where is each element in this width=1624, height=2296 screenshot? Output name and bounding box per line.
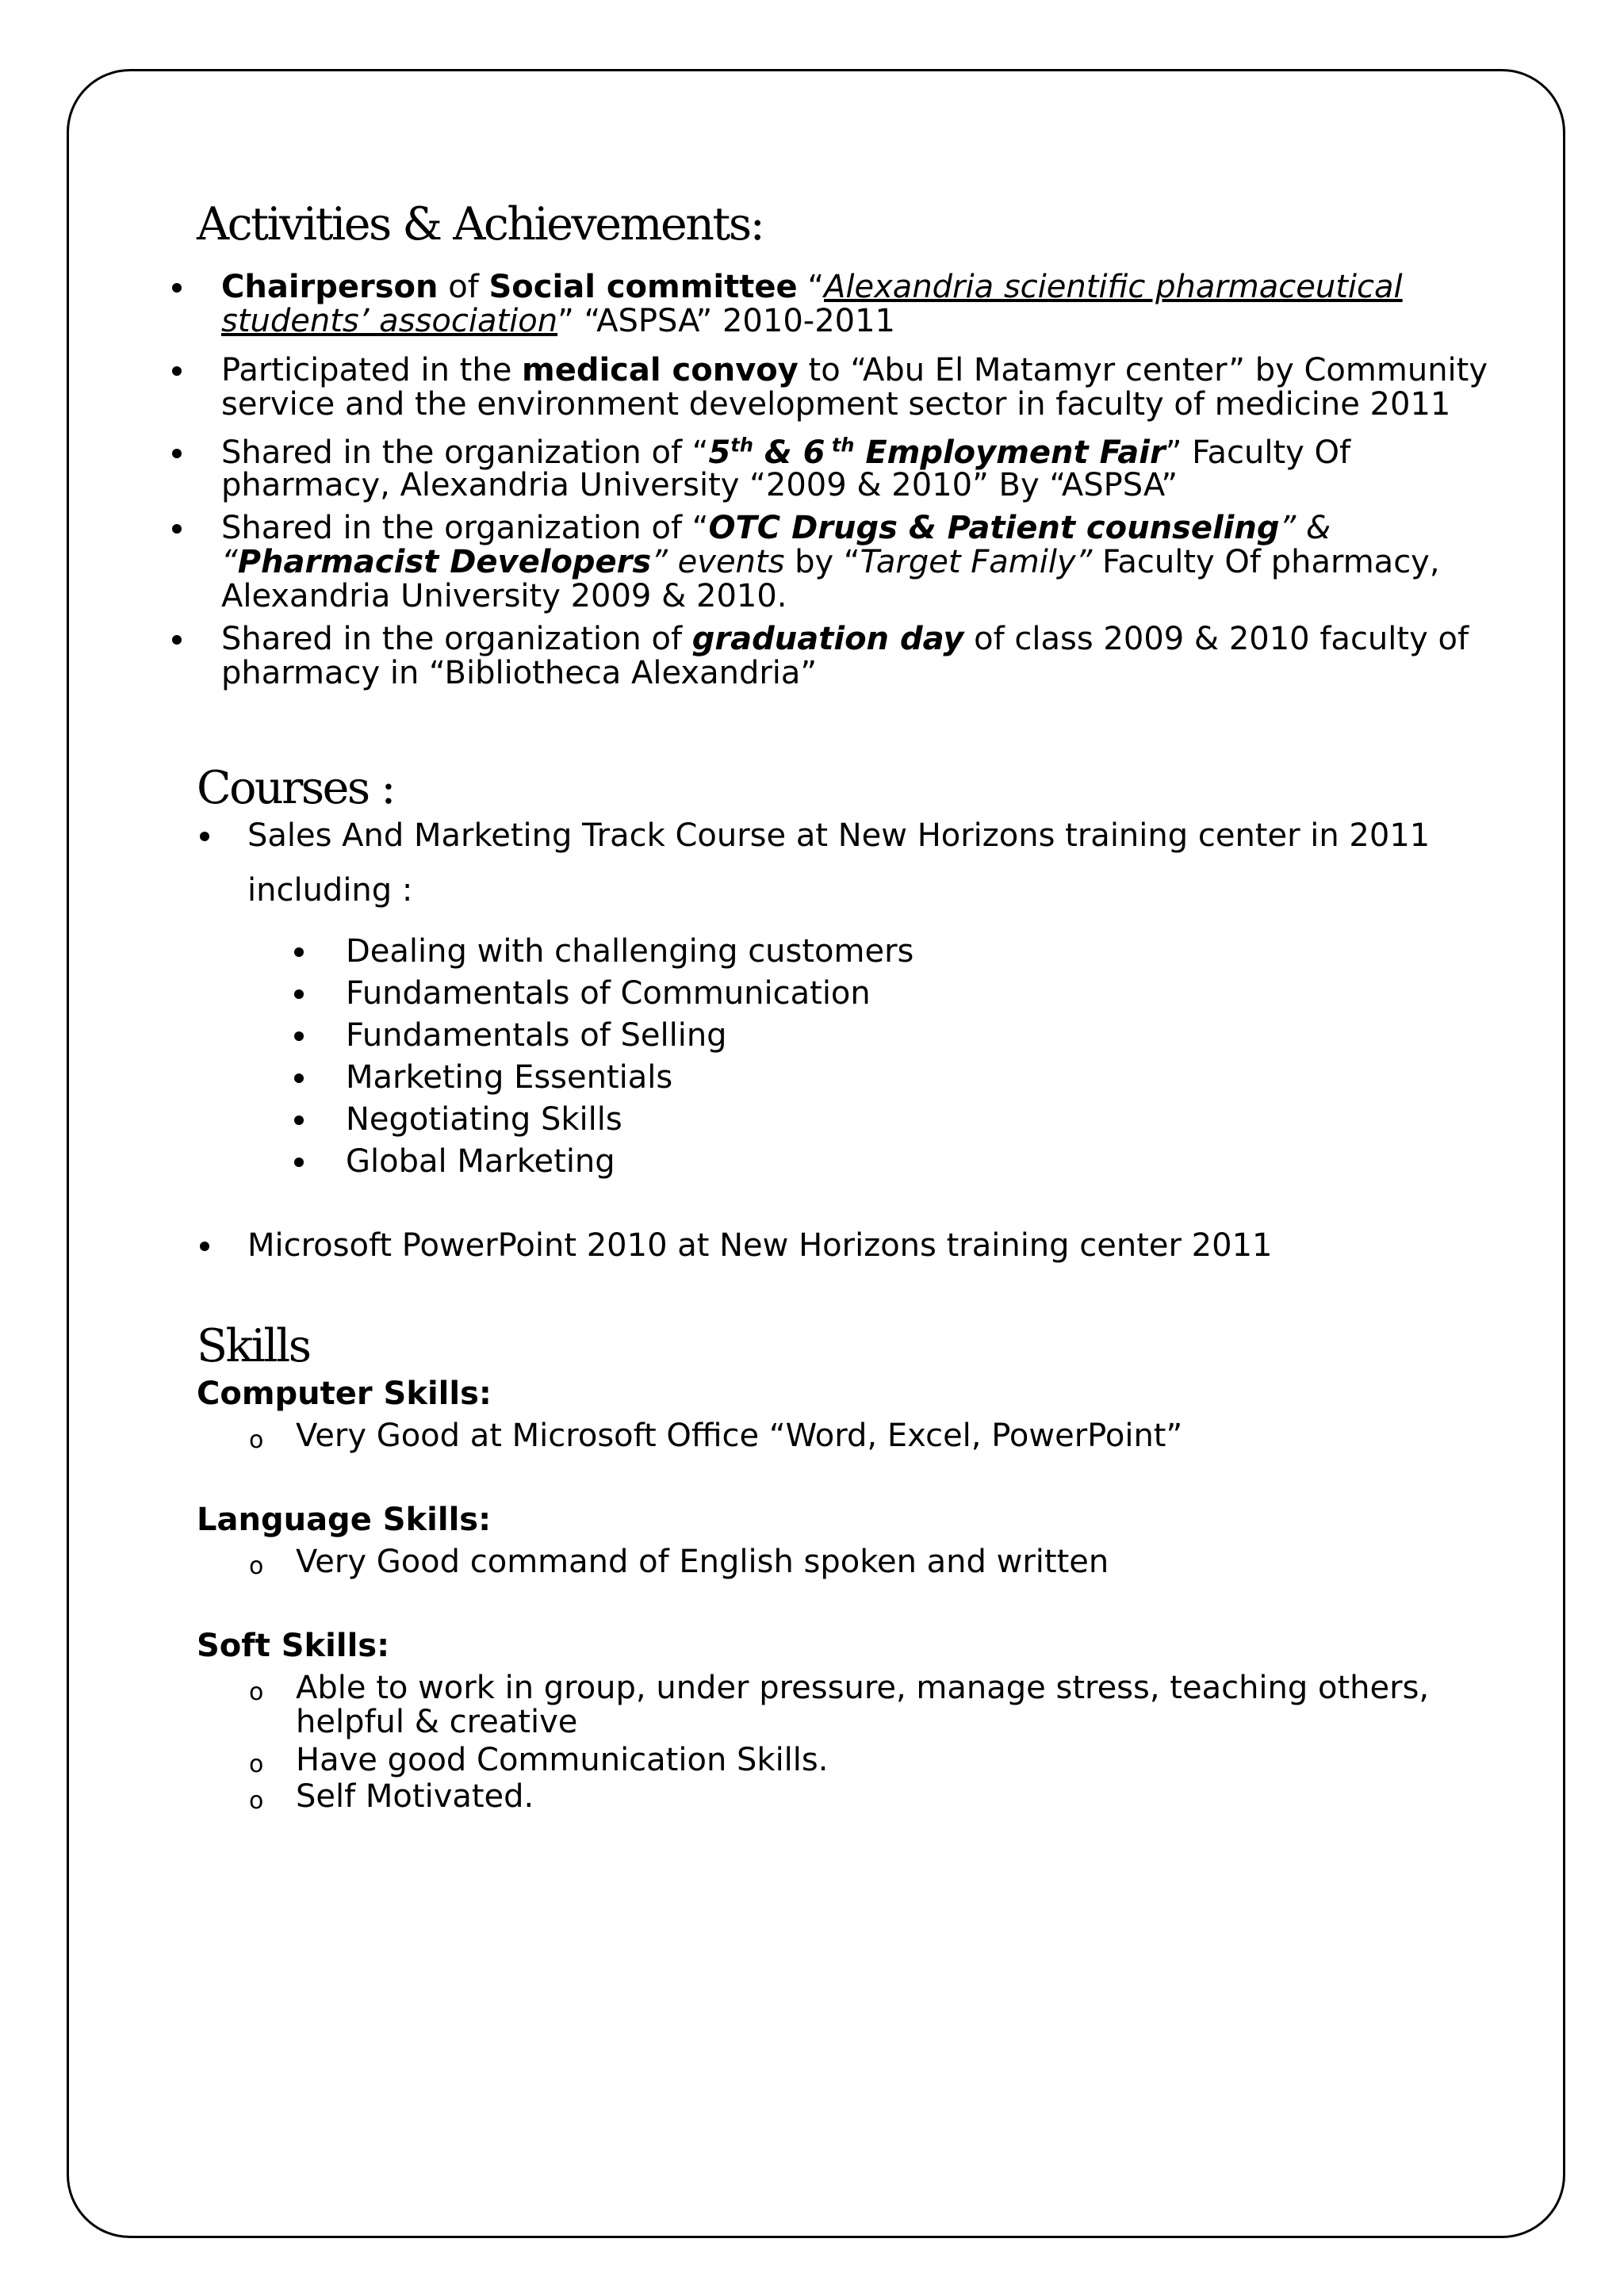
circle-bullet: o: [249, 1678, 264, 1706]
course-item-1-line-2: including :: [247, 872, 413, 909]
bullet: [294, 1031, 304, 1041]
bullet: [294, 1115, 304, 1125]
activity-item-2-line-2: service and the environment development sector in faculty of medicine 2011: [221, 386, 1451, 423]
activity-item-4-line-2: “Pharmacist Developers” events by “Target Family” Faculty Of pharmacy,: [221, 544, 1440, 580]
bullet: [294, 1158, 304, 1167]
activity-item-4-line-1: Shared in the organization of “OTC Drugs & Patient counseling” &: [221, 510, 1331, 546]
course-sub-item: Marketing Essentials: [346, 1059, 673, 1096]
course-item-2: Microsoft PowerPoint 2010 at New Horizons training center 2011: [247, 1227, 1273, 1264]
course-sub-item: Negotiating Skills: [346, 1101, 622, 1138]
bullet: [172, 366, 182, 376]
bullet: [200, 832, 209, 841]
circle-bullet: o: [249, 1426, 264, 1454]
language-skills-title: Language Skills:: [197, 1502, 492, 1538]
bullet: [294, 1073, 304, 1083]
soft-skill-item-1-line-2: helpful & creative: [296, 1704, 578, 1740]
soft-skills-title: Soft Skills:: [197, 1628, 390, 1664]
bullet: [172, 449, 182, 458]
activity-item-4-line-3: Alexandria University 2009 & 2010.: [221, 578, 787, 614]
language-skill-item: Very Good command of English spoken and written: [296, 1544, 1109, 1580]
soft-skill-item-3: Self Motivated.: [296, 1778, 534, 1815]
activity-item-3-line-2: pharmacy, Alexandria University “2009 & 2010” By “ASPSA”: [221, 467, 1178, 503]
bullet: [294, 947, 304, 957]
course-sub-item: Global Marketing: [346, 1143, 615, 1180]
soft-skill-item-1-line-1: Able to work in group, under pressure, manage stress, teaching others,: [296, 1670, 1430, 1706]
computer-skills-title: Computer Skills:: [197, 1376, 492, 1412]
computer-skill-item: Very Good at Microsoft Office “Word, Excel, PowerPoint”: [296, 1418, 1183, 1454]
soft-skill-item-2: Have good Communication Skills.: [296, 1742, 829, 1778]
course-sub-item: Fundamentals of Selling: [346, 1017, 727, 1054]
section-heading-skills: Skills: [197, 1320, 310, 1372]
activity-item-2-line-1: Participated in the medical convoy to “Abu El Matamyr center” by Community: [221, 352, 1488, 388]
activity-item-5-line-2: pharmacy in “Bibliotheca Alexandria”: [221, 655, 818, 691]
course-sub-item: Dealing with challenging customers: [346, 933, 914, 970]
circle-bullet: o: [249, 1751, 264, 1778]
section-heading-activities: Activities & Achievements:: [197, 198, 764, 251]
circle-bullet: o: [249, 1787, 264, 1815]
bullet: [172, 524, 182, 534]
activity-item-5-line-1: Shared in the organization of graduation day of class 2009 & 2010 faculty of: [221, 621, 1469, 657]
activity-item-3-line-1: Shared in the organization of “5th & 6 $^{th}$ Employment Fair” Faculty Of: [221, 434, 1351, 471]
bullet: [200, 1242, 209, 1251]
bullet: [294, 989, 304, 999]
course-sub-item: Fundamentals of Communication: [346, 975, 871, 1012]
course-item-1-line-1: Sales And Marketing Track Course at New Horizons training center in 2011: [247, 817, 1431, 854]
bullet: [172, 283, 182, 293]
section-heading-courses: Courses :: [197, 762, 394, 814]
activity-item-1-line-2: students’ association” “ASPSA” 2010-2011: [221, 303, 895, 339]
activity-item-1-line-1: Chairperson of Social committee “Alexandria scientific pharmaceutical: [221, 269, 1403, 305]
bullet: [172, 635, 182, 645]
circle-bullet: o: [249, 1552, 264, 1580]
